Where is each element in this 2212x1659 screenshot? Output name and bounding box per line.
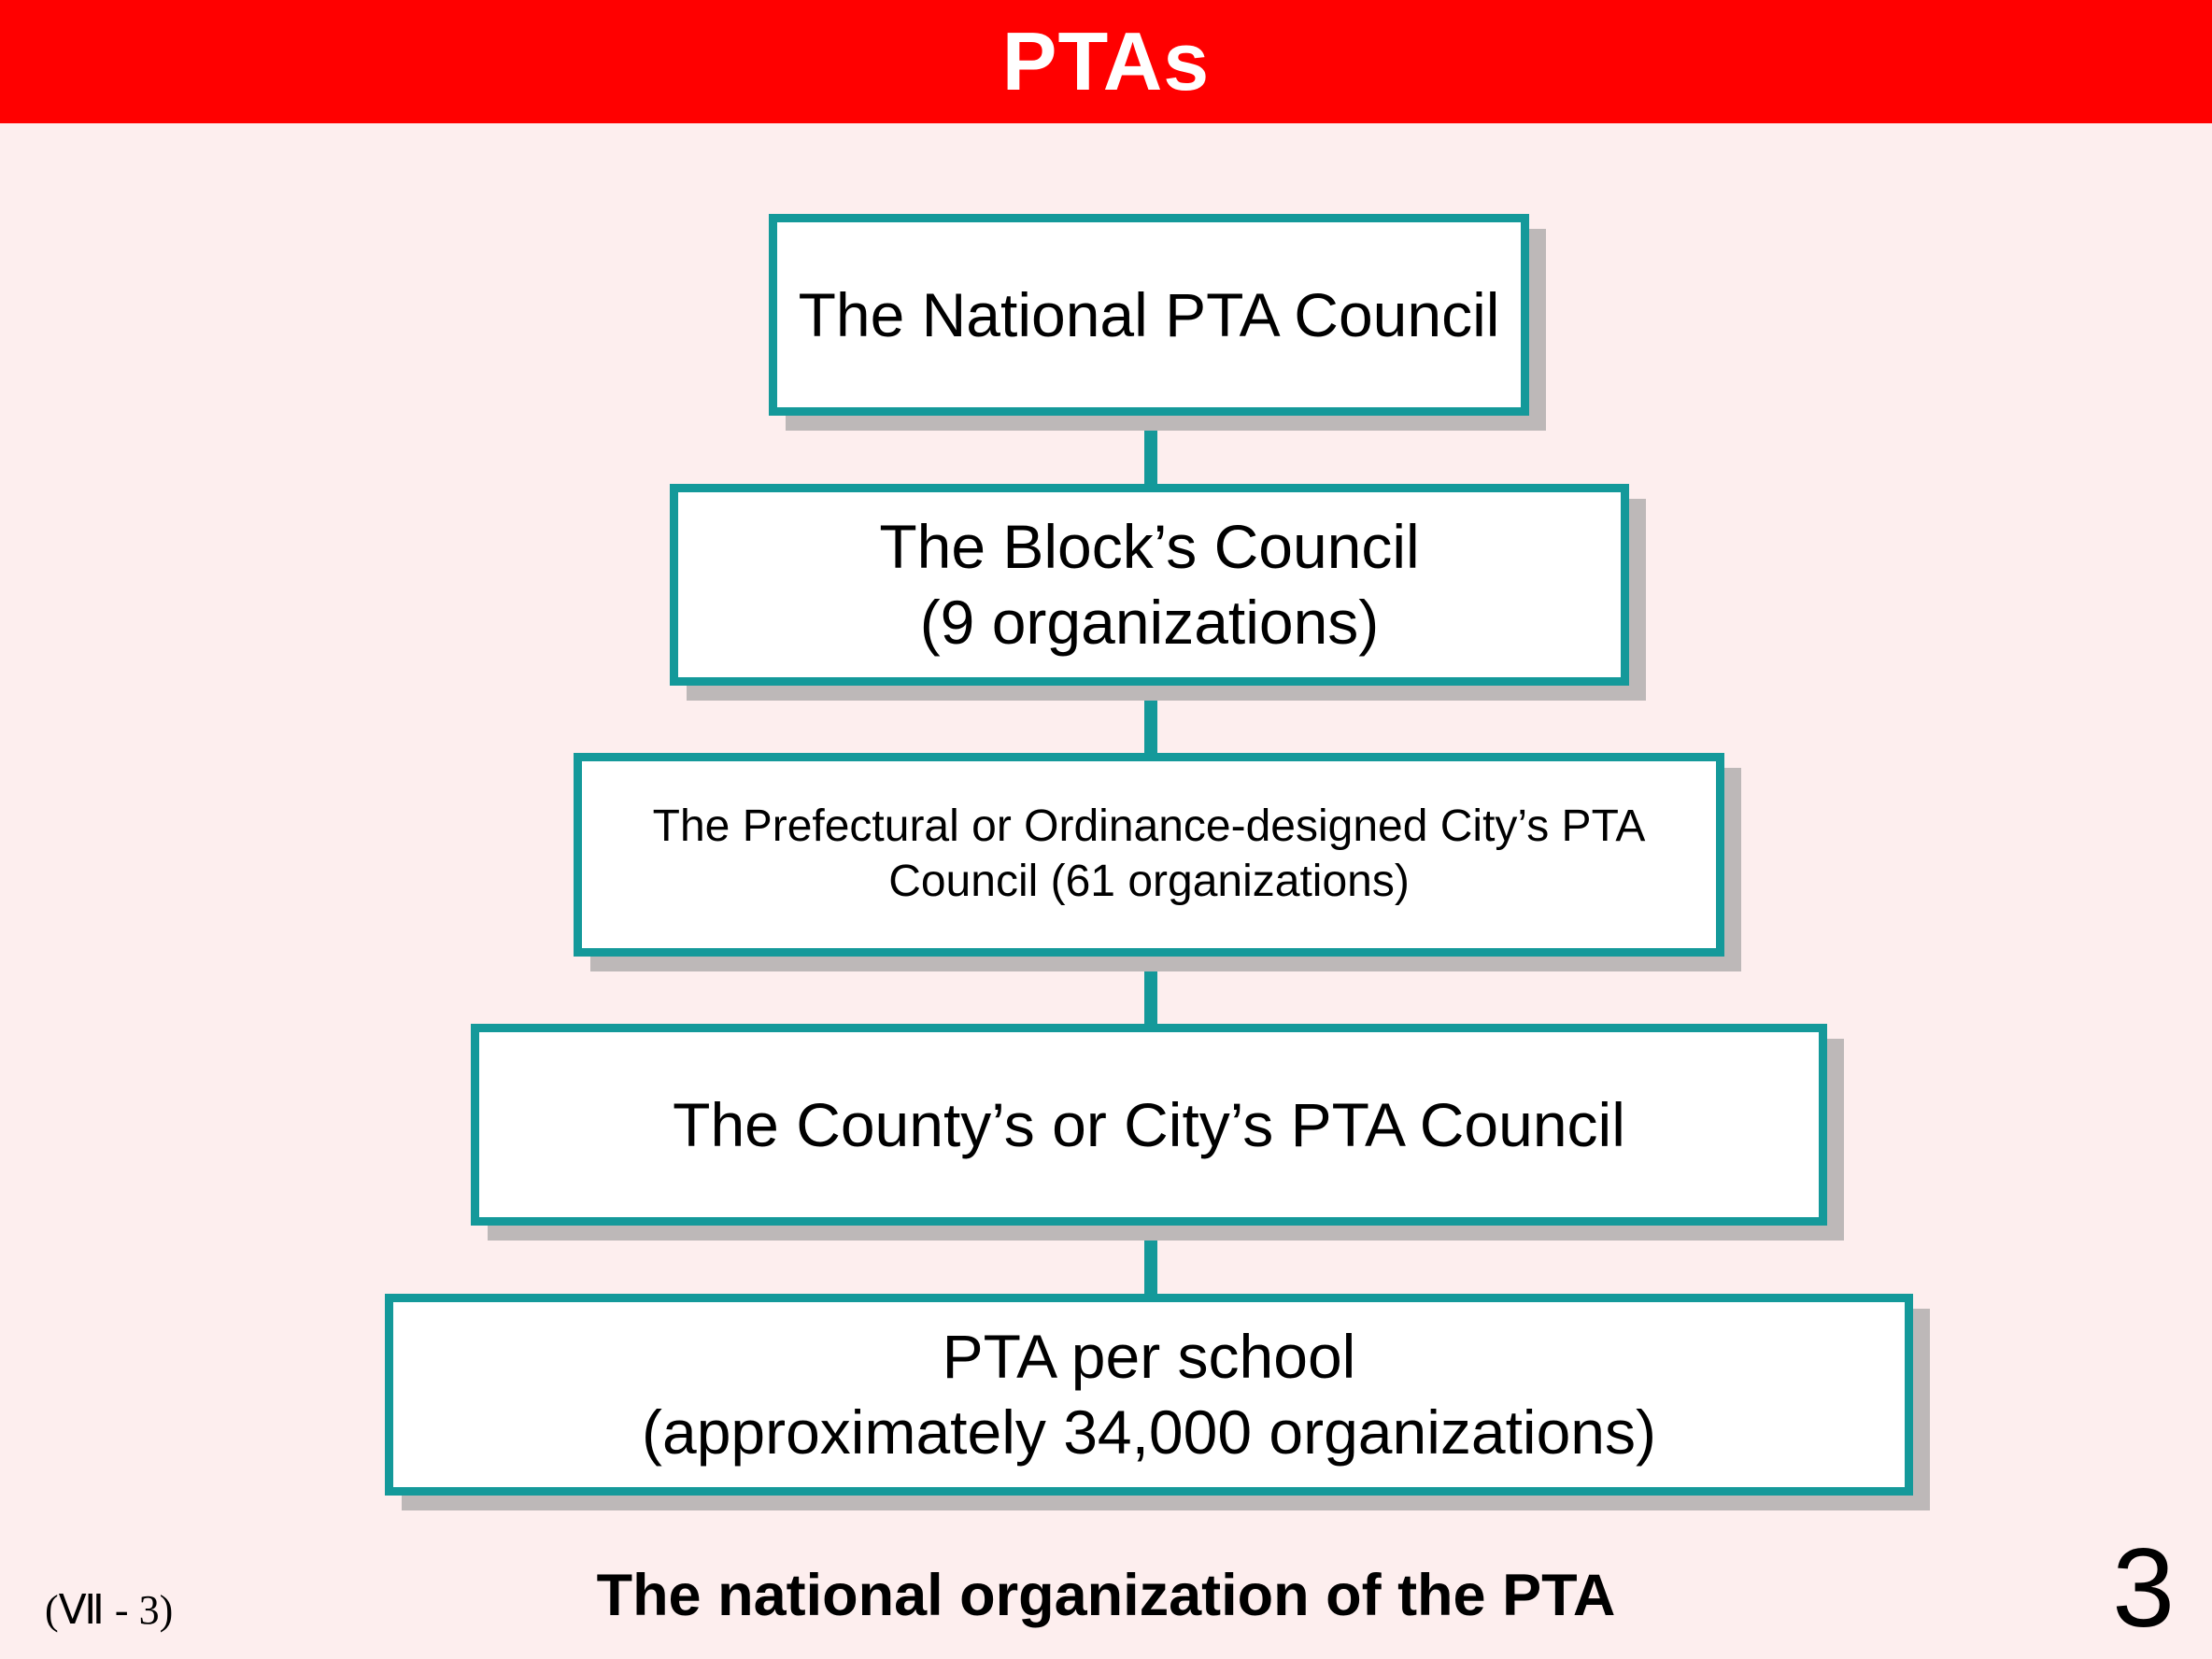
- node-label: The Prefectural or Ordinance-designed City’s PTA: [652, 801, 1646, 852]
- node-sublabel: (9 organizations): [919, 588, 1380, 657]
- slide-reference: (Ⅶ - 3): [45, 1587, 174, 1633]
- connector-4: [1144, 1224, 1157, 1298]
- node-prefectural-council: [574, 753, 1724, 957]
- node-block-council: [670, 484, 1629, 686]
- node-label: The Block’s Council: [879, 512, 1420, 582]
- node-label: PTA per school: [942, 1322, 1356, 1392]
- slide-title: PTAs: [1001, 15, 1211, 107]
- node-label: The County’s or City’s PTA Council: [673, 1089, 1625, 1159]
- title-bar: [0, 0, 2212, 123]
- connector-3: [1144, 953, 1157, 1028]
- node-sublabel: (approximately 34,000 organizations): [642, 1397, 1656, 1467]
- node-county-city-council: [471, 1024, 1827, 1226]
- page-number: 3: [2112, 1525, 2175, 1651]
- node-pta-per-school: [385, 1294, 1913, 1496]
- connector-2: [1144, 682, 1157, 757]
- node-national-pta-council: [769, 214, 1529, 416]
- node-label: The National PTA Council: [798, 279, 1500, 349]
- diagram-caption: The national organization of the PTA: [596, 1563, 1616, 1628]
- connector-1: [1144, 411, 1157, 486]
- node-sublabel: Council (61 organizations): [888, 857, 1410, 906]
